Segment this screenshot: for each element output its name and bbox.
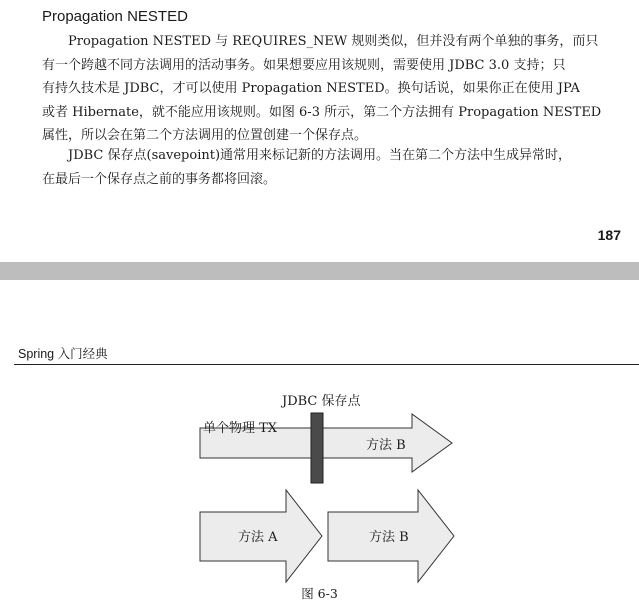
upper-page — [0, 0, 639, 262]
paragraph-line: 有一个跨越不同方法调用的活动事务。如果想要应用该规则，需要使用 JDBC 3.0 支持；只 — [42, 57, 566, 73]
paragraph-line: JDBC 保存点(savepoint)通常用来标记新的方法调用。当在第二个方法中生成异常时， — [68, 148, 572, 163]
paragraph-nested-description — [42, 30, 607, 148]
savepoint-bar — [311, 413, 323, 483]
figure-6-3 — [0, 280, 639, 603]
paragraph-line: 在最后一个保存点之前的事务都将回滚。 — [42, 171, 277, 187]
savepoint-label: JDBC 保存点 — [282, 394, 361, 409]
page-divider — [0, 262, 639, 280]
paragraph-line: 属性，所以会在第二个方法调用的位置创建一个保存点。 — [42, 128, 368, 143]
running-head: Spring 入门经典 — [18, 347, 108, 361]
lower-page — [0, 280, 639, 603]
physical-tx-label: 单个物理 TX — [203, 421, 278, 436]
paragraph-line: Propagation NESTED 与 REQUIRES_NEW 规则类似，但并没有两个单独的事务，而只 — [68, 34, 599, 49]
paragraph-line: 或者 Hibernate，就不能应用该规则。如图 6-3 所示，第二个方法拥有 Propagation NESTED — [42, 104, 602, 120]
page-number: 187 — [597, 227, 621, 243]
paragraph-savepoint — [42, 144, 607, 191]
section-heading: Propagation NESTED — [42, 8, 188, 25]
paragraph-line: 有持久技术是 JDBC，才可以使用 Propagation NESTED。换句话说，如果你正在使用 JPA — [42, 81, 580, 96]
figure-caption: 图 6-3 — [301, 586, 338, 601]
method-b-label: 方法 B — [369, 530, 409, 545]
upper-arrow-label: 方法 B — [366, 438, 406, 453]
method-a-label: 方法 A — [238, 530, 278, 545]
